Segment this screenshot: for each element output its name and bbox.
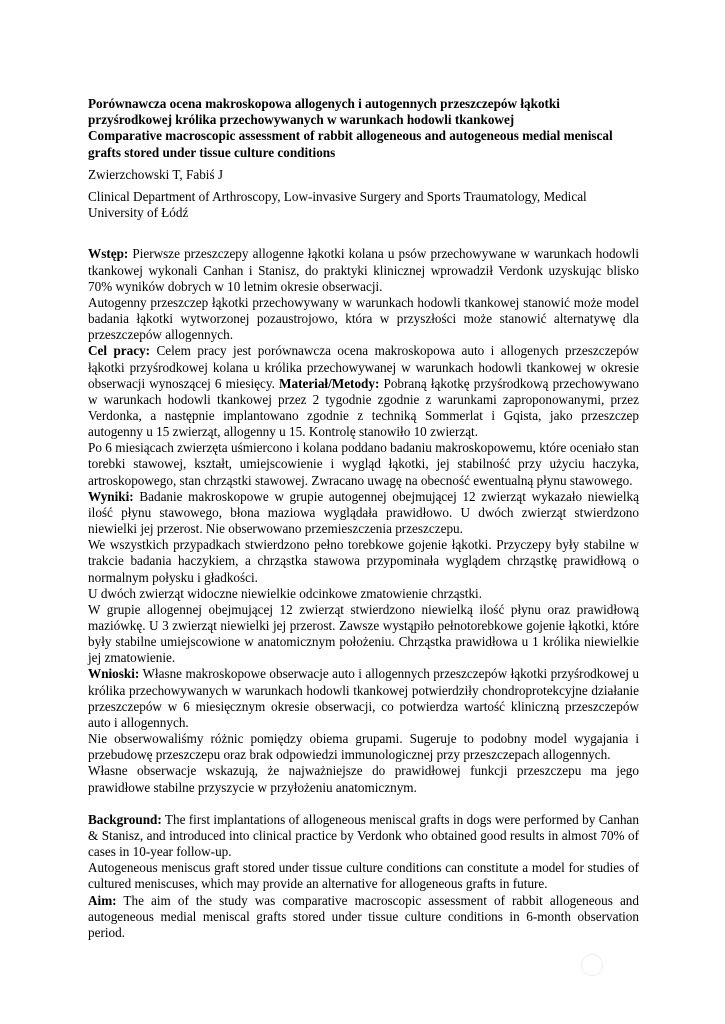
abstract-paragraph: Nie obserwowaliśmy różnic pomiędzy obiema grupami. Sugeruje to podobny model wygajania i przebudowę przeszczepu oraz brak odpowiedzi immunologicznej przy przeszczepach allogennych. bbox=[88, 731, 639, 763]
title-line-en-2: grafts stored under tissue culture conditions bbox=[88, 144, 336, 160]
abstract-english bbox=[88, 812, 639, 941]
abstract-paragraph: Autogeneous meniscus graft stored under tissue culture conditions can constitute a model for studies of cultured meniscuses, which may provide an alternative for allogeneous grafts in future. bbox=[88, 860, 639, 892]
abstract-paragraph: U dwóch zwierząt widoczne niewielkie odcinkowe zmatowienie chrząstki. bbox=[88, 585, 483, 601]
section-label-cel: Cel pracy: bbox=[88, 343, 151, 359]
abstract-paragraph bbox=[88, 489, 639, 537]
abstract-paragraph: Własne obserwacje wskazują, że najważniejsze do prawidłowej funkcji przeszczepu ma jego prawidłowe stabilne przyszycie w przyłożeniu anatomicznym. bbox=[88, 763, 639, 795]
abstract-paragraph: We wszystkich przypadkach stwierdzono pełno torebkowe gojenie łąkotki. Przyczepy były stabilne w trakcie badania haczykiem, a chrząstka stawowa przypominała wyglądem chrząstkę prawidłową o normalnym połysku i gładkości. bbox=[88, 537, 639, 585]
section-label-aim: Aim: bbox=[88, 892, 117, 908]
abstract-paragraph: Po 6 miesiącach zwierzęta uśmiercono i kolana poddano badaniu makroskopowemu, które oceniało stan torebki stawowej, kształt, umiejscowienie i wygląd łąkotki, jej stabilność przy użyciu haczyka, artroskopowego, stan chrząstki stawowej. Zwracano uwagę na obecność ewentualną płynu stawowego. bbox=[88, 440, 639, 488]
abstract-paragraph bbox=[88, 666, 639, 731]
section-text: Celem pracy jest porównawcza ocena makroskopowa auto i allogenych przeszczepów łąkotki przyśrodkowej kolana u królika przechowywanej w warunkach hodowli tkankowej w okresie obserwacji wynoszącej 6 miesięcy. bbox=[88, 343, 639, 391]
paper-content bbox=[88, 96, 639, 941]
section-label-wstep: Wstęp: bbox=[88, 246, 129, 262]
affiliation-line-1: Clinical Department of Arthroscopy, Low-invasive Surgery and Sports Traumatology, Medical bbox=[88, 189, 587, 205]
abstract-paragraph bbox=[88, 343, 639, 440]
section-label-background: Background: bbox=[88, 811, 162, 827]
affiliation-line-2: University of Łódź bbox=[88, 205, 189, 221]
section-label-wnioski: Wnioski: bbox=[88, 666, 140, 682]
section-text: Pobraną łąkotkę przyśrodkową przechowywano w warunkach hodowli tkankowej przez 2 tygodnie zgodnie z warunkami zaproponowanymi, przez Verdonka, a następnie implantowano zgodnie z techniką Sommerlat i Gqista, jako przeszczep autogenny u 15 zwierząt, allogenny u 15. Kontrolę stanowiło 10 zwierząt. bbox=[88, 375, 640, 440]
abstract-paragraph: Autogenny przeszczep łąkotki przechowywany w warunkach hodowli tkankowej stanowić może model badania łąkotki wytworzonej pozaustrojowo, która w przyszłości może stanowić alternatywę dla przeszczepów allogennych. bbox=[88, 294, 639, 343]
section-label-wyniki: Wyniki: bbox=[88, 488, 134, 504]
section-text: Badanie makroskopowe w grupie autogennej obejmującej 12 zwierząt wykazało niewielką ilość płynu stawowego, błona maziowa wyglądała prawidłowo. U dwóch zwierząt stwierdzono niewielki jej przerost. Nie obserwowano przemieszczenia przeszczepu. bbox=[88, 488, 639, 537]
paper-title bbox=[88, 96, 639, 161]
affiliation bbox=[88, 189, 639, 221]
title-line-pl-2: przyśrodkowej królika przechowywanych w warunkach hodowli tkankowej bbox=[88, 112, 515, 128]
abstract-paragraph: W grupie allogennej obejmującej 12 zwierząt stwierdzono niewielką ilość płynu oraz prawidłową maziówkę. U 3 zwierząt niewielki jej przerost. Zawsze wystąpiło pełnotorebkowe gojenie łąkotki, które były stabilne umiejscowione w anatomicznym położeniu. Chrząstka prawidłowa u 1 królika niewielkie jej zmatowienie. bbox=[88, 601, 639, 666]
abstract-paragraph bbox=[88, 812, 639, 860]
title-line-pl-1: Porównawcza ocena makroskopowa allogenych i autogennych przeszczepów łąkotki bbox=[88, 96, 560, 111]
section-text: Pierwsze przeszczepy allogenne łąkotki kolana u psów przechowywane w warunkach hodowli tkankowej wykonali Canhan i Stanisz, do praktyki klinicznej wprowadził Verdonk uzyskując blisko 70% wyników dobrych w 10 letnim okresie obserwacji. bbox=[88, 246, 639, 294]
abstract-polish bbox=[88, 246, 639, 795]
section-text: Własne makroskopowe obserwacje auto i allogennych przeszczepów łąkotki przyśrodkowej u królika przechowywanych w warunkach hodowli tkankowej potwierdziły chondroprotekcyjne działanie przeszczepów w 6 miesięcznym okresie obserwacji, co potwierdza wartość kliniczną przeszczepów auto i allogennych. bbox=[88, 666, 639, 730]
title-line-en-1: Comparative macroscopic assessment of rabbit allogeneous and autogeneous medial meniscal bbox=[88, 128, 613, 144]
section-label-metody: Materiał/Metody: bbox=[279, 375, 380, 391]
abstract-paragraph bbox=[88, 893, 639, 941]
watermark-mark bbox=[581, 954, 603, 976]
section-text: The first implantations of allogeneous meniscal grafts in dogs were performed by Canhan & Stanisz, and introduced into clinical practice by Verdonk who obtained good results in almost 70% of cases in 10-year follow-up. bbox=[88, 811, 639, 860]
section-text: The aim of the study was comparative macroscopic assessment of rabbit allogeneous and autogeneous medial meniscal grafts stored under tissue culture conditions in 6-month observation period. bbox=[88, 892, 639, 940]
authors: Zwierzchowski T, Fabiś J bbox=[88, 166, 224, 182]
abstract-paragraph bbox=[88, 246, 639, 294]
